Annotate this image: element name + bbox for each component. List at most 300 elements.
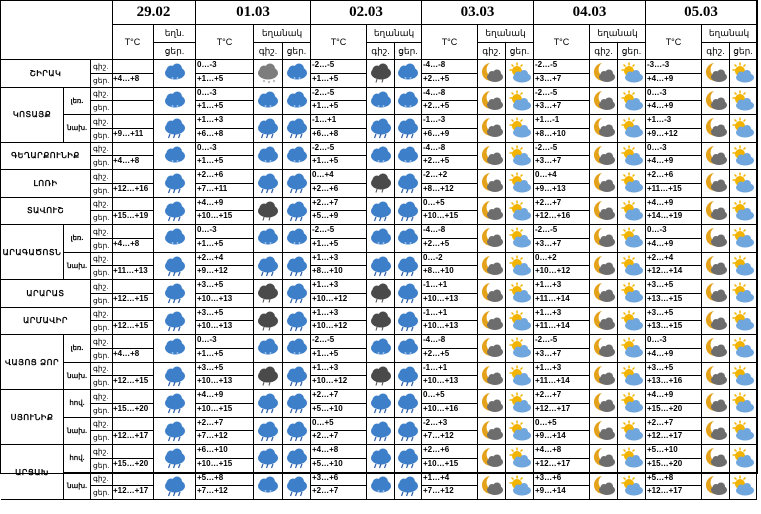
temp-day: +1…+5 (196, 349, 254, 363)
weather-icon-day-cell (506, 143, 534, 171)
weather-icon-night-cell (702, 60, 730, 88)
temp-day: +7…+11 (196, 184, 254, 198)
temp-night: +4…+8 (311, 445, 367, 459)
subregion-label: նախ. (64, 115, 91, 143)
temp-night-empty (112, 390, 154, 404)
weather-icon-day-cell (506, 418, 534, 446)
weather-icon-day-cell (283, 418, 311, 446)
period-night: գիշ. (91, 335, 113, 349)
temp-night: +1…+3 (311, 308, 367, 322)
temp-night: +2…+7 (534, 390, 590, 404)
weather-icon-night-cell (590, 280, 618, 308)
temp-day: +9…+13 (534, 184, 590, 198)
weather-icon-day-cell (395, 198, 422, 226)
temp-night: -4…-8 (422, 225, 478, 239)
weather-icon-day-cell (395, 253, 422, 281)
temp-night: 0…-3 (196, 225, 254, 239)
temp-night: -1…-3 (422, 115, 478, 129)
temp-day: +15…+20 (112, 404, 154, 418)
temp-day: +12…+17 (646, 431, 702, 445)
weather-icon-day-cell (283, 60, 311, 88)
temp-day: +8…+12 (422, 184, 478, 198)
period-night: գիշ. (91, 225, 113, 239)
temp-night: +1…+3 (534, 308, 590, 322)
temp-night: -1…+1 (422, 363, 478, 377)
weather-icon-night-cell (590, 418, 618, 446)
temp-day: +10…+15 (196, 404, 254, 418)
temp-day: +10…+12 (311, 294, 367, 308)
temp-night-empty (112, 335, 154, 349)
weather-icon-night-cell (367, 253, 395, 281)
temp-day: +15…+20 (112, 459, 154, 473)
moon-cloud-icon (479, 447, 505, 469)
weather-icon-day-cell (395, 88, 422, 116)
weather-icon-day-cell (395, 390, 422, 418)
weather-icon-night-cell (702, 143, 730, 171)
weather-icon-day-cell (730, 143, 757, 171)
weather-icon-cell (154, 143, 196, 171)
subregion-label: լեռ. (64, 88, 91, 116)
weather-icon-day-cell (730, 390, 757, 418)
weather-icon-day-cell (283, 198, 311, 226)
temp-day: +2…+6 (311, 184, 367, 198)
temp-day: +8…+10 (422, 266, 478, 280)
weather-icon-night-cell (478, 225, 506, 253)
weather-icon-night-cell (367, 308, 395, 336)
weather-icon-cell (154, 308, 196, 336)
region-name: ՍՅՈՒՆԻՔ (1, 390, 64, 445)
weather-icon-night-cell (590, 445, 618, 473)
period-night: գիշ. (91, 308, 113, 322)
moon-cloud-icon (479, 392, 505, 414)
moon-cloud-icon (479, 90, 505, 112)
period-day: ցեր. (91, 376, 113, 390)
weather-icon-day-cell (283, 280, 311, 308)
weather-icon-night-cell (590, 473, 618, 501)
temp-day: +3…+7 (534, 349, 590, 363)
temp-night: +3…+5 (646, 308, 702, 322)
temp-day: +7…+12 (422, 431, 478, 445)
rain-cloud-icon (162, 200, 188, 222)
weather-icon-day-cell (618, 170, 646, 198)
temp-night: +4…+9 (646, 390, 702, 404)
snow-cloud-icon (162, 227, 188, 249)
rain-cloud-icon (395, 117, 421, 139)
temp-day: +10…+12 (311, 376, 367, 390)
temp-day: +8…+10 (534, 129, 590, 143)
weather-icon-day-cell (506, 308, 534, 336)
weather-icon-day-cell (283, 363, 311, 391)
date-header: 01.03 (196, 1, 311, 25)
subregion-label: նախ. (64, 363, 91, 391)
weather-icon-night-cell (254, 115, 283, 143)
temp-night: -2…-5 (311, 143, 367, 157)
temp-night: +1…-3 (646, 115, 702, 129)
weather-icon-day-cell (730, 445, 757, 473)
temp-day: +2…+7 (311, 431, 367, 445)
moon-cloud-icon (703, 420, 729, 442)
snow-cloud-icon (255, 337, 281, 359)
sun-cloud-icon (507, 62, 533, 84)
weather-icon-night-cell (590, 143, 618, 171)
sun-cloud-icon (730, 117, 756, 139)
temp-night: -4…-8 (422, 335, 478, 349)
weather-icon-day-cell (618, 115, 646, 143)
moon-cloud-icon (591, 90, 617, 112)
temp-day: +1…+5 (196, 101, 254, 115)
day-header: ցեր. (395, 43, 422, 60)
weather-icon-night-cell (254, 170, 283, 198)
moon-cloud-icon (591, 145, 617, 167)
temp-day: +10…+12 (534, 266, 590, 280)
temp-night: +1…-1 (534, 115, 590, 129)
rain-cloud-icon (162, 310, 188, 332)
temp-day: +3…+7 (534, 74, 590, 88)
period-night: գիշ. (91, 363, 113, 377)
weather-icon-night-cell (367, 143, 395, 171)
weather-icon-night-cell (478, 335, 506, 363)
temp-night: +1…+3 (311, 280, 367, 294)
weather-icon-day-cell (730, 115, 757, 143)
weather-icon-night-cell (590, 335, 618, 363)
weather-icon-night-cell (478, 308, 506, 336)
sun-cloud-icon (730, 62, 756, 84)
sun-cloud-icon (507, 310, 533, 332)
weather-icon-day-cell (618, 418, 646, 446)
temp-day: +3…+7 (534, 156, 590, 170)
temp-day: +9…+12 (646, 129, 702, 143)
temp-night-empty (112, 253, 154, 267)
temp-night: +4…+9 (646, 198, 702, 212)
weather-icon-night-cell (254, 88, 283, 116)
sun-cloud-icon (730, 200, 756, 222)
temp-day: +11…+15 (646, 184, 702, 198)
temp-day: +4…+9 (646, 349, 702, 363)
weather-icon-day-cell (618, 225, 646, 253)
temp-night: 0…+5 (534, 418, 590, 432)
weather-icon-night-cell (254, 280, 283, 308)
rain-cloud-icon (284, 447, 310, 469)
subregion-label: հով. (64, 445, 91, 473)
precip-header: եղանակ (367, 25, 422, 43)
moon-cloud-icon (479, 227, 505, 249)
weather-icon-day-cell (506, 390, 534, 418)
snow-cloud-icon (284, 227, 310, 249)
moon-cloud-icon (703, 200, 729, 222)
weather-icon-day-cell (730, 60, 757, 88)
temp-day: +11…+14 (534, 376, 590, 390)
weather-icon-day-cell (395, 308, 422, 336)
temp-night: +5…+8 (196, 473, 254, 487)
temp-day: +4…+8 (112, 349, 154, 363)
temp-night: 0…-3 (646, 225, 702, 239)
snow-cloud-icon (284, 337, 310, 359)
rain-cloud-icon (255, 420, 281, 442)
region-name: ԿՈՏԱՅՔ (1, 88, 64, 143)
weather-icon-day-cell (618, 335, 646, 363)
weather-icon-day-cell (395, 280, 422, 308)
moon-cloud-icon (479, 420, 505, 442)
temp-night: +2…+7 (311, 390, 367, 404)
rain-cloud-icon (284, 420, 310, 442)
period-day: ցեր. (91, 431, 113, 445)
temp-day: +1…+5 (311, 239, 367, 253)
weather-icon-day-cell (506, 253, 534, 281)
temp-day: +12…+17 (534, 459, 590, 473)
sun-cloud-icon (619, 227, 645, 249)
temp-day: +6…+9 (422, 129, 478, 143)
temp-night: 0…-3 (196, 143, 254, 157)
moon-cloud-icon (591, 365, 617, 387)
weather-icon-night-cell (478, 115, 506, 143)
snow-cloud-icon (284, 145, 310, 167)
period-day: ցեր. (91, 239, 113, 253)
temp-day: +4…+9 (646, 239, 702, 253)
moon-cloud-icon (591, 447, 617, 469)
weather-icon-day-cell (506, 225, 534, 253)
weather-icon-day-cell (730, 280, 757, 308)
sun-cloud-icon (730, 172, 756, 194)
weather-icon-day-cell (618, 473, 646, 501)
rain-cloud-icon (255, 392, 281, 414)
weather-icon-day-cell (395, 473, 422, 501)
temp-day: +2…+5 (422, 156, 478, 170)
precip-header: եղն. (154, 25, 196, 43)
rain-cloud-icon (284, 117, 310, 139)
rain-cloud-icon (162, 172, 188, 194)
temp-night: +3…+5 (646, 280, 702, 294)
region-name: ԱՐՑԱԽ (1, 445, 64, 500)
weather-icon-night-cell (478, 143, 506, 171)
header-corner (1, 1, 113, 60)
moon-cloud-icon (591, 420, 617, 442)
weather-icon-day-cell (506, 473, 534, 501)
weather-icon-night-cell (478, 253, 506, 281)
temp-night: 0…+4 (311, 170, 367, 184)
weather-icon-day-cell (730, 225, 757, 253)
weather-icon-night-cell (478, 418, 506, 446)
rain-cloud-icon (162, 117, 188, 139)
rain-cloud-icon (162, 420, 188, 442)
rain-cloud-icon (368, 117, 394, 139)
temp-night: -2…-5 (534, 60, 590, 74)
snow-cloud-icon (368, 337, 394, 359)
region-name: ՇԻՐԱԿ (1, 60, 91, 88)
temp-day: +6…+8 (311, 129, 367, 143)
weather-icon-day-cell (618, 143, 646, 171)
temp-night: 0…+2 (534, 253, 590, 267)
dark-cloud-icon (368, 172, 394, 194)
temp-header: T°C (422, 25, 478, 60)
weather-icon-night-cell (478, 363, 506, 391)
weather-icon-cell (154, 418, 196, 446)
weather-icon-day-cell (618, 363, 646, 391)
day-header: ցեր. (618, 43, 646, 60)
sun-cloud-icon (730, 420, 756, 442)
sun-cloud-icon (619, 200, 645, 222)
period-day: ցեր. (91, 486, 113, 500)
temp-day: +7…+12 (196, 486, 254, 500)
period-day: ցեր. (91, 211, 113, 225)
sun-cloud-icon (507, 117, 533, 139)
temp-day: +10…+13 (196, 321, 254, 335)
weather-icon-night-cell (590, 390, 618, 418)
temp-day: +4…+8 (112, 156, 154, 170)
temp-night: +1…+3 (196, 115, 254, 129)
period-day: ցեր. (91, 321, 113, 335)
period-night: գիշ. (91, 390, 113, 404)
temp-day: +3…+7 (534, 101, 590, 115)
weather-icon-night-cell (478, 280, 506, 308)
snow-cloud-icon (255, 145, 281, 167)
moon-cloud-icon (479, 365, 505, 387)
weather-icon-night-cell (254, 418, 283, 446)
sun-cloud-icon (619, 62, 645, 84)
weather-icon-night-cell (478, 170, 506, 198)
night-header: գիշ. (367, 43, 395, 60)
temp-night-empty (112, 170, 154, 184)
weather-icon-cell (154, 390, 196, 418)
snow-cloud-icon (162, 337, 188, 359)
weather-icon-night-cell (478, 60, 506, 88)
sun-cloud-icon (730, 310, 756, 332)
temp-night: 0…-3 (196, 88, 254, 102)
dark-cloud-icon (255, 310, 281, 332)
weather-icon-day-cell (395, 115, 422, 143)
rain-cloud-icon (368, 255, 394, 277)
moon-cloud-icon (479, 310, 505, 332)
temp-day: +10…+12 (311, 321, 367, 335)
temp-day: +1…+5 (311, 156, 367, 170)
weather-icon-cell (154, 60, 196, 88)
moon-cloud-icon (591, 227, 617, 249)
weather-icon-day-cell (618, 253, 646, 281)
temp-night-empty (112, 418, 154, 432)
weather-icon-night-cell (590, 363, 618, 391)
dark-cloud-icon (255, 282, 281, 304)
moon-cloud-icon (703, 145, 729, 167)
sun-cloud-icon (730, 475, 756, 497)
temp-day: +13…+16 (646, 376, 702, 390)
weather-icon-day-cell (730, 335, 757, 363)
temp-day: +10…+13 (422, 321, 478, 335)
temp-day: +1…+5 (196, 156, 254, 170)
temp-night: +2…+6 (646, 170, 702, 184)
period-day: ցեր. (91, 266, 113, 280)
weather-icon-day-cell (506, 335, 534, 363)
sun-cloud-icon (730, 145, 756, 167)
temp-night: 0…-3 (646, 88, 702, 102)
rain-cloud-icon (395, 447, 421, 469)
temp-day: +11…+14 (534, 294, 590, 308)
moon-cloud-icon (479, 475, 505, 497)
weather-icon-day-cell (506, 363, 534, 391)
region-name: ՏԱՎՈՒՇ (1, 198, 91, 226)
temp-night-empty (112, 60, 154, 74)
rain-cloud-icon (162, 365, 188, 387)
dark-cloud-icon (368, 365, 394, 387)
rain-cloud-icon (255, 447, 281, 469)
weather-icon-night-cell (478, 198, 506, 226)
weather-icon-day-cell (506, 280, 534, 308)
temp-night: +3…+6 (311, 473, 367, 487)
moon-cloud-icon (479, 255, 505, 277)
weather-icon-night-cell (367, 473, 395, 501)
weather-icon-night-cell (702, 115, 730, 143)
weather-icon-night-cell (367, 115, 395, 143)
weather-icon-day-cell (395, 445, 422, 473)
temp-day: +4…+8 (112, 74, 154, 88)
rain-cloud-icon (284, 365, 310, 387)
weather-icon-day-cell (506, 60, 534, 88)
rain-cloud-icon (395, 420, 421, 442)
sun-cloud-icon (619, 337, 645, 359)
temp-day: +7…+12 (422, 486, 478, 500)
weather-icon-day-cell (283, 308, 311, 336)
snow-cloud-icon (284, 62, 310, 84)
weather-icon-day-cell (283, 390, 311, 418)
rain-cloud-icon (284, 282, 310, 304)
weather-icon-night-cell (254, 473, 283, 501)
temp-day: +2…+5 (422, 239, 478, 253)
weather-icon-day-cell (730, 308, 757, 336)
temp-night: -3…-3 (646, 60, 702, 74)
moon-cloud-icon (591, 282, 617, 304)
temp-day: +1…+5 (311, 74, 367, 88)
temp-day: +9…+11 (112, 129, 154, 143)
temp-night: -4…-8 (422, 143, 478, 157)
weather-icon-night-cell (367, 445, 395, 473)
temp-night: -1…+1 (422, 280, 478, 294)
temp-day: +10…+15 (196, 211, 254, 225)
sun-cloud-icon (619, 365, 645, 387)
moon-cloud-icon (703, 90, 729, 112)
rain-cloud-icon (284, 200, 310, 222)
rain-cloud-icon (284, 310, 310, 332)
cloudy-icon (255, 62, 281, 84)
temp-day: +1…+5 (311, 349, 367, 363)
temp-night: -2…-5 (534, 335, 590, 349)
temp-night-empty (112, 88, 154, 102)
temp-night: 0…-3 (646, 143, 702, 157)
rain-cloud-icon (368, 200, 394, 222)
temp-night: +5…+10 (646, 445, 702, 459)
moon-cloud-icon (479, 337, 505, 359)
region-name: ԱՐԱՐԱՏ (1, 280, 91, 308)
weather-icon-night-cell (590, 198, 618, 226)
dark-cloud-icon (368, 62, 394, 84)
weather-icon-night-cell (367, 335, 395, 363)
period-day: ցեր. (91, 294, 113, 308)
temp-day: +15…+19 (112, 211, 154, 225)
weather-icon-day-cell (618, 308, 646, 336)
temp-night: +1…+3 (534, 363, 590, 377)
weather-icon-day-cell (283, 473, 311, 501)
temp-day: +4…+9 (646, 74, 702, 88)
rain-cloud-icon (284, 255, 310, 277)
rain-cloud-icon (395, 200, 421, 222)
weather-icon-day-cell (283, 335, 311, 363)
temp-night: +3…+5 (196, 308, 254, 322)
temp-day: +12…+15 (112, 321, 154, 335)
weather-icon-day-cell (395, 335, 422, 363)
temp-night: +3…+5 (196, 280, 254, 294)
snow-cloud-icon (395, 90, 421, 112)
sun-cloud-icon (507, 365, 533, 387)
day-header: ցեր. (506, 43, 534, 60)
temp-night: -2…-5 (311, 88, 367, 102)
temp-day: +5…+10 (311, 404, 367, 418)
